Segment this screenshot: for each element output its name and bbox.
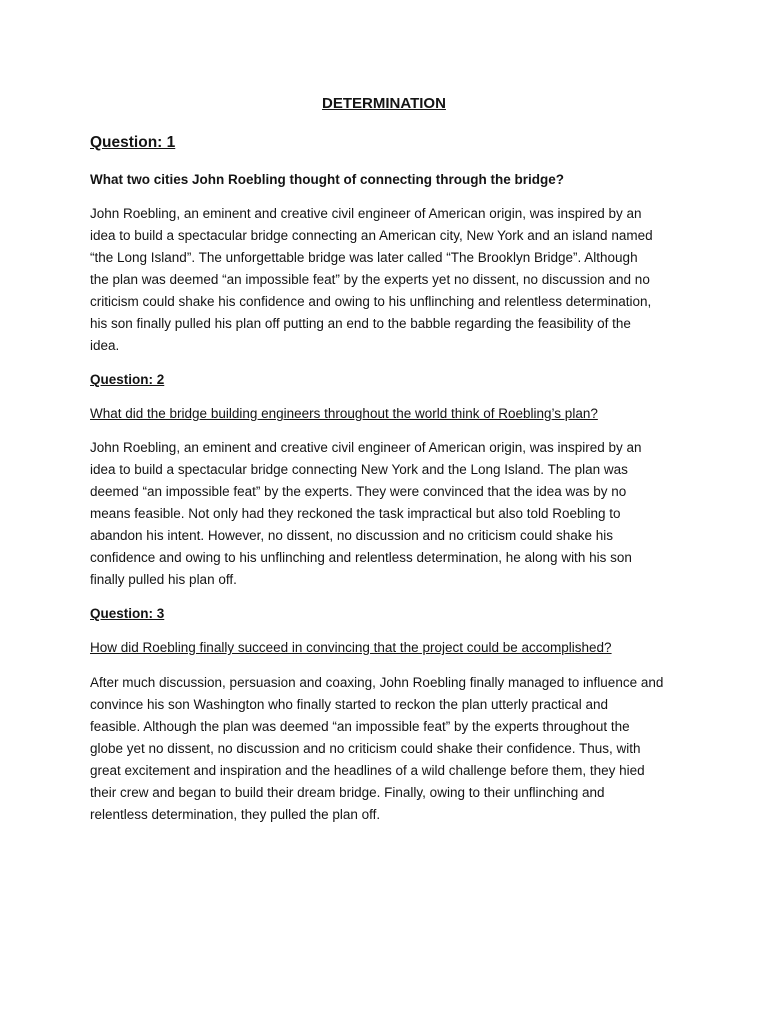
- question-1-heading: Question: 1: [90, 134, 176, 151]
- answer-line: John Roebling, an eminent and creative civil engineer of American origin, was inspired by an: [90, 440, 642, 455]
- answer-line: idea to build a spectacular bridge connecting New York and the Long Island. The plan was: [90, 462, 628, 477]
- answer-line: great excitement and inspiration and the headlines of a wild challenge before them, they hied: [90, 763, 645, 778]
- answer-line: their crew and began to build their dream bridge. Finally, owing to their unflinching and: [90, 785, 605, 800]
- answer-line: “the Long Island”. The unforgettable bridge was later called “The Brooklyn Bridge”. Although: [90, 250, 638, 265]
- answer-line: deemed “an impossible feat” by the experts. They were convinced that the idea was by no: [90, 484, 627, 499]
- answer-line: idea.: [90, 338, 120, 353]
- answer-line: his son finally pulled his plan off putting an end to the babble regarding the feasibility of the: [90, 316, 631, 331]
- question-3-heading: Question: 3: [90, 606, 165, 621]
- answer-line: criticism could shake his confidence and owing to his unflinching and relentless determination,: [90, 294, 652, 309]
- answer-line: finally pulled his plan off.: [90, 572, 237, 587]
- answer-line: After much discussion, persuasion and coaxing, John Roebling finally managed to influence and: [90, 675, 664, 690]
- document-title: DETERMINATION: [322, 95, 446, 112]
- answer-line: abandon his intent. However, no dissent, no discussion and no criticism could shake his: [90, 528, 614, 543]
- answer-line: convince his son Washington who finally started to reckon the plan utterly practical and: [90, 697, 609, 712]
- answer-line: idea to build a spectacular bridge connecting an American city, New York and an island named: [90, 228, 653, 243]
- question-1-answer: [90, 203, 678, 357]
- question-2-heading: Question: 2: [90, 372, 165, 387]
- question-3-text: How did Roebling finally succeed in convincing that the project could be accomplished?: [90, 640, 612, 655]
- answer-line: globe yet no dissent, no discussion and no criticism could shake their confidence. Thus, with: [90, 741, 641, 756]
- answer-line: confidence and owing to his unflinching and relentless determination, he along with his son: [90, 550, 632, 565]
- answer-line: feasible. Although the plan was deemed “an impossible feat” by the experts throughout the: [90, 719, 630, 734]
- answer-line: John Roebling, an eminent and creative civil engineer of American origin, was inspired by an: [90, 206, 642, 221]
- answer-line: relentless determination, they pulled the plan off.: [90, 807, 381, 822]
- question-3-answer: [90, 672, 678, 826]
- question-1-text: What two cities John Roebling thought of connecting through the bridge?: [90, 172, 564, 187]
- answer-line: the plan was deemed “an impossible feat” by the experts yet no dissent, no discussion and no: [90, 272, 650, 287]
- answer-line: means feasible. Not only had they reckoned the task impractical but also told Roebling to: [90, 506, 621, 521]
- question-2-answer: [90, 437, 678, 591]
- question-2-text: What did the bridge building engineers throughout the world think of Roebling’s plan?: [90, 406, 598, 421]
